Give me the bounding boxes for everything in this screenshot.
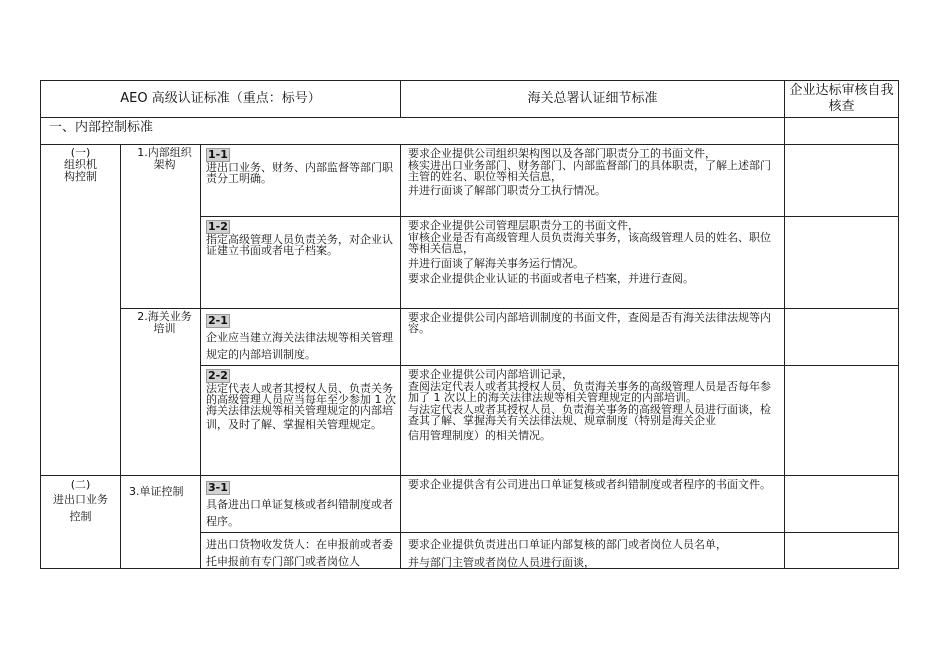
self-check-cell bbox=[785, 476, 899, 533]
section-title: 一、内部控制标准 bbox=[41, 118, 785, 145]
item-text: 法定代表人或者其授权人员、负责关务的高级管理人员应当每年至少参加 1 次海关法律法规等相关管理规定的内部培训，及时了解、掌握相关管理规定。 bbox=[206, 382, 396, 431]
self-check-cell bbox=[785, 145, 899, 217]
header-row bbox=[41, 81, 899, 118]
self-check-cell bbox=[785, 366, 899, 476]
self-check-cell bbox=[785, 533, 899, 569]
table-row bbox=[41, 476, 899, 533]
item-text: 进出口业务、财务、内部监督等部门职责分工明确。 bbox=[206, 161, 393, 185]
header-customs-detail: 海关总署认证细节标准 bbox=[401, 81, 785, 118]
section-row bbox=[41, 118, 899, 145]
sub-label-document-control: 3.单证控制 bbox=[121, 476, 201, 569]
item-cell bbox=[201, 217, 401, 309]
item-code: 1-2 bbox=[208, 220, 228, 233]
item-code: 2-2 bbox=[208, 369, 228, 382]
certification-table bbox=[40, 80, 899, 569]
item-text: 企业应当建立海关法律法规等相关管理规定的内部培训制度。 bbox=[206, 331, 393, 361]
group-label-import-export: (二) 进出口业务 控制 bbox=[41, 476, 121, 569]
header-aeo-standard: AEO 高级认证标准（重点：标号） bbox=[41, 81, 401, 118]
item-code: 1-1 bbox=[208, 148, 228, 161]
detail-cell: 要求企业提供负责进出口单证内部复核的部门或者岗位人员名单， 并与部门主管或者岗位人员进行面谈， bbox=[401, 533, 785, 569]
group-label-organization: (一) 组织机 构控制 bbox=[41, 145, 121, 476]
item-cell bbox=[201, 309, 401, 366]
detail-cell: 要求企业提供公司管理层职责分工的书面文件， 审核企业是否有高级管理人员负责海关事务，该高级管理人员的姓名、职位等相关信息， 并进行面谈了解海关事务运行情况。 要求企业提供企业认证的书面或者电子档案，并进行查阅。 bbox=[401, 217, 785, 309]
self-check-cell bbox=[785, 217, 899, 309]
item-text: 进出口货物收发货人：在申报前或者委托申报前有专门部门或者岗位人 bbox=[206, 538, 393, 568]
item-cell bbox=[201, 533, 401, 569]
item-code: 2-1 bbox=[208, 314, 228, 327]
header-self-check: 企业达标审核自我核查 bbox=[785, 81, 899, 118]
sub-label-internal-structure: 1.内部组织 架构 bbox=[121, 145, 201, 309]
item-cell bbox=[201, 145, 401, 217]
item-cell bbox=[201, 366, 401, 476]
item-text: 具备进出口单证复核或者纠错制度或者程序。 bbox=[206, 498, 393, 528]
detail-cell: 要求企业提供公司内部培训记录， 查阅法定代表人或者其授权人员、负责海关事务的高级管理人员是否每年参加了 1 次以上的海关法律法规等相关管理规定的内部培训。 与法定代表人或者其授权人员、负责海关事务的高级管理人员进行面谈，检查其了解、掌握海关有关法律法规、规章制度（特别是海关企业 信用管理制度）的相关情况。 bbox=[401, 366, 785, 476]
item-code: 3-1 bbox=[208, 481, 228, 494]
item-text: 指定高级管理人员负责关务，对企业认证建立书面或者电子档案。 bbox=[206, 233, 393, 257]
table-row bbox=[41, 309, 899, 366]
sub-label-customs-training: 2.海关业务 培训 bbox=[121, 309, 201, 476]
detail-cell: 要求企业提供含有公司进出口单证复核或者纠错制度或者程序的书面文件。 bbox=[401, 476, 785, 533]
detail-cell: 要求企业提供公司内部培训制度的书面文件，查阅是否有海关法律法规等内容。 bbox=[401, 309, 785, 366]
detail-cell: 要求企业提供公司组织架构图以及各部门职责分工的书面文件， 核实进出口业务部门、财务部门、内部监督部门的具体职责，了解上述部门主管的姓名、职位等相关信息， 并进行面谈了解部门职责分工执行情况。 bbox=[401, 145, 785, 217]
table-row bbox=[41, 145, 899, 217]
self-check-cell bbox=[785, 118, 899, 145]
item-cell bbox=[201, 476, 401, 533]
self-check-cell bbox=[785, 309, 899, 366]
